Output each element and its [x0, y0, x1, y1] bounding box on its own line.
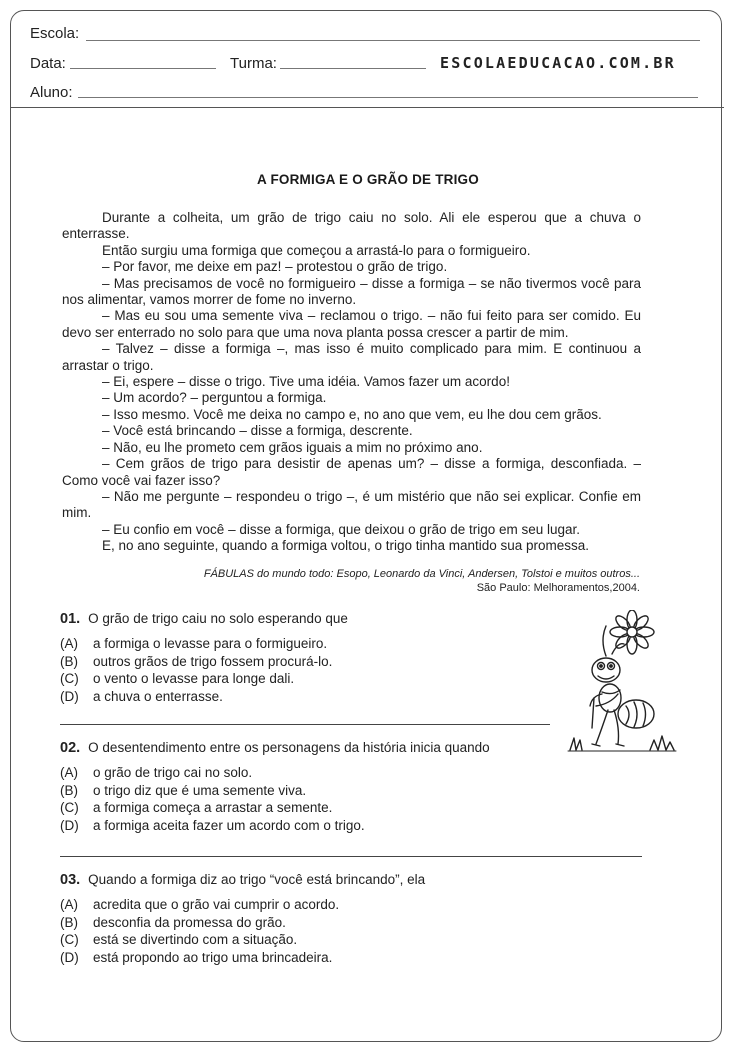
option-letter: (C) — [60, 671, 79, 686]
story-paragraph: – Cem grãos de trigo para desistir de apenas um? – disse a formiga, desconfiada. – Como você vai fazer isso? — [62, 456, 641, 488]
story-source — [204, 567, 640, 595]
header-divider — [10, 107, 724, 108]
answer-option-b[interactable] — [60, 914, 425, 932]
option-text: o trigo diz que é uma semente viva. — [93, 782, 307, 798]
question-number: 03. — [60, 872, 81, 888]
answer-option-d[interactable] — [60, 949, 425, 967]
answer-option-d[interactable] — [60, 688, 348, 706]
option-letter: (C) — [60, 932, 79, 947]
answer-option-b[interactable] — [60, 782, 490, 800]
answer-option-d[interactable] — [60, 817, 490, 835]
option-letter: (A) — [60, 897, 78, 912]
option-letter: (B) — [60, 914, 78, 930]
question-number: 01. — [60, 611, 81, 627]
story-paragraph: – Mas eu sou uma semente viva – reclamou o trigo. – não fui feito para ser comido. Eu devo ser enterrado no solo para que uma nova planta possa crescer a partir de mim. — [62, 308, 641, 340]
question-text: O grão de trigo caiu no solo esperando que — [88, 611, 348, 626]
story-paragraph: E, no ano seguinte, quando a formiga voltou, o trigo tinha mantido sua promessa. — [102, 538, 590, 554]
answer-option-c[interactable] — [60, 931, 425, 949]
option-text: a chuva o enterrasse. — [93, 688, 223, 704]
story-text — [62, 210, 641, 555]
brand-logo: ESCOLAEDUCACAO.COM.BR — [440, 54, 676, 72]
option-text: está se divertindo com a situação. — [93, 932, 298, 947]
option-letter: (D) — [60, 688, 79, 704]
option-letter: (D) — [60, 949, 79, 965]
story-paragraph: Durante a colheita, um grão de trigo caiu no solo. Ali ele esperou que a chuva o enterrasse. — [62, 210, 641, 242]
story-paragraph: – Mas precisamos de você no formigueiro – disse a formiga – se não tivermos você para nos alimentar, vamos morrer de fome no inverno. — [62, 275, 641, 308]
date-label: Data: — [30, 55, 66, 72]
option-text: o vento o levasse para longe dali. — [93, 671, 295, 686]
student-field[interactable] — [78, 97, 698, 98]
answer-option-c[interactable] — [60, 799, 490, 817]
question-01 — [60, 611, 348, 705]
story-paragraph: – Isso mesmo. Você me deixa no campo e, no ano que vem, eu lhe dou cem grãos. — [102, 406, 602, 422]
question-divider — [60, 856, 642, 857]
option-text: está propondo ao trigo uma brincadeira. — [93, 949, 333, 965]
question-text: Quando a formiga diz ao trigo “você está brincando”, ela — [88, 872, 426, 887]
student-label: Aluno: — [30, 84, 73, 101]
answer-option-a[interactable] — [60, 635, 348, 653]
school-field[interactable] — [86, 40, 700, 41]
option-text: a formiga aceita fazer um acordo com o trigo. — [93, 817, 365, 833]
option-text: a formiga começa a arrastar a semente. — [93, 800, 333, 815]
question-02 — [60, 740, 490, 834]
option-text: desconfia da promessa do grão. — [93, 914, 286, 930]
answer-option-a[interactable] — [60, 764, 490, 782]
source-line-2: São Paulo: Melhoramentos,2004. — [476, 582, 640, 594]
ant-with-flower-icon — [566, 610, 678, 760]
story-paragraph: – Talvez – disse a formiga –, mas isso é muito complicado para mim. E continuou a arrastar o trigo. — [62, 341, 641, 373]
story-paragraph: – Não, eu lhe prometo cem grãos iguais a mim no próximo ano. — [102, 439, 483, 455]
option-letter: (C) — [60, 800, 79, 815]
option-letter: (B) — [60, 653, 78, 669]
story-paragraph: – Não me pergunte – respondeu o trigo –, é um mistério que não sei explicar. Confie em mim. — [62, 488, 641, 521]
option-text: o grão de trigo cai no solo. — [93, 765, 253, 780]
question-number: 02. — [60, 740, 81, 756]
story-paragraph: – Você está brincando – disse a formiga, descrente. — [102, 423, 413, 439]
answer-option-b[interactable] — [60, 653, 348, 671]
question-text: O desentendimento entre os personagens da história inicia quando — [88, 740, 490, 755]
source-line-1: FÁBULAS do mundo todo: Esopo, Leonardo da Vinci, Andersen, Tolstoi e muitos outros... — [203, 568, 640, 580]
date-field[interactable] — [70, 68, 216, 69]
school-label: Escola: — [30, 25, 80, 42]
story-paragraph: – Eu confio em você – disse a formiga, que deixou o grão de trigo em seu lugar. — [102, 521, 581, 537]
class-field[interactable] — [280, 68, 426, 69]
class-label: Turma: — [230, 55, 277, 72]
story-paragraph: Então surgiu uma formiga que começou a arrastá-lo para o formigueiro. — [102, 242, 531, 258]
question-03 — [60, 872, 425, 966]
question-divider — [60, 724, 550, 725]
option-letter: (B) — [60, 782, 78, 798]
option-letter: (D) — [60, 817, 79, 833]
option-text: outros grãos de trigo fossem procurá-lo. — [93, 653, 333, 669]
story-title: A FORMIGA E O GRÃO DE TRIGO — [257, 172, 479, 187]
answer-option-c[interactable] — [60, 670, 348, 688]
option-text: a formiga o levasse para o formigueiro. — [93, 636, 328, 651]
answer-option-a[interactable] — [60, 896, 425, 914]
option-letter: (A) — [60, 636, 78, 651]
story-paragraph: – Ei, espere – disse o trigo. Tive uma idéia. Vamos fazer um acordo! — [102, 374, 510, 390]
story-paragraph: – Por favor, me deixe em paz! – protestou o grão de trigo. — [102, 259, 448, 275]
option-text: acredita que o grão vai cumprir o acordo. — [93, 897, 340, 912]
story-paragraph: – Um acordo? – perguntou a formiga. — [102, 390, 327, 406]
option-letter: (A) — [60, 765, 78, 780]
